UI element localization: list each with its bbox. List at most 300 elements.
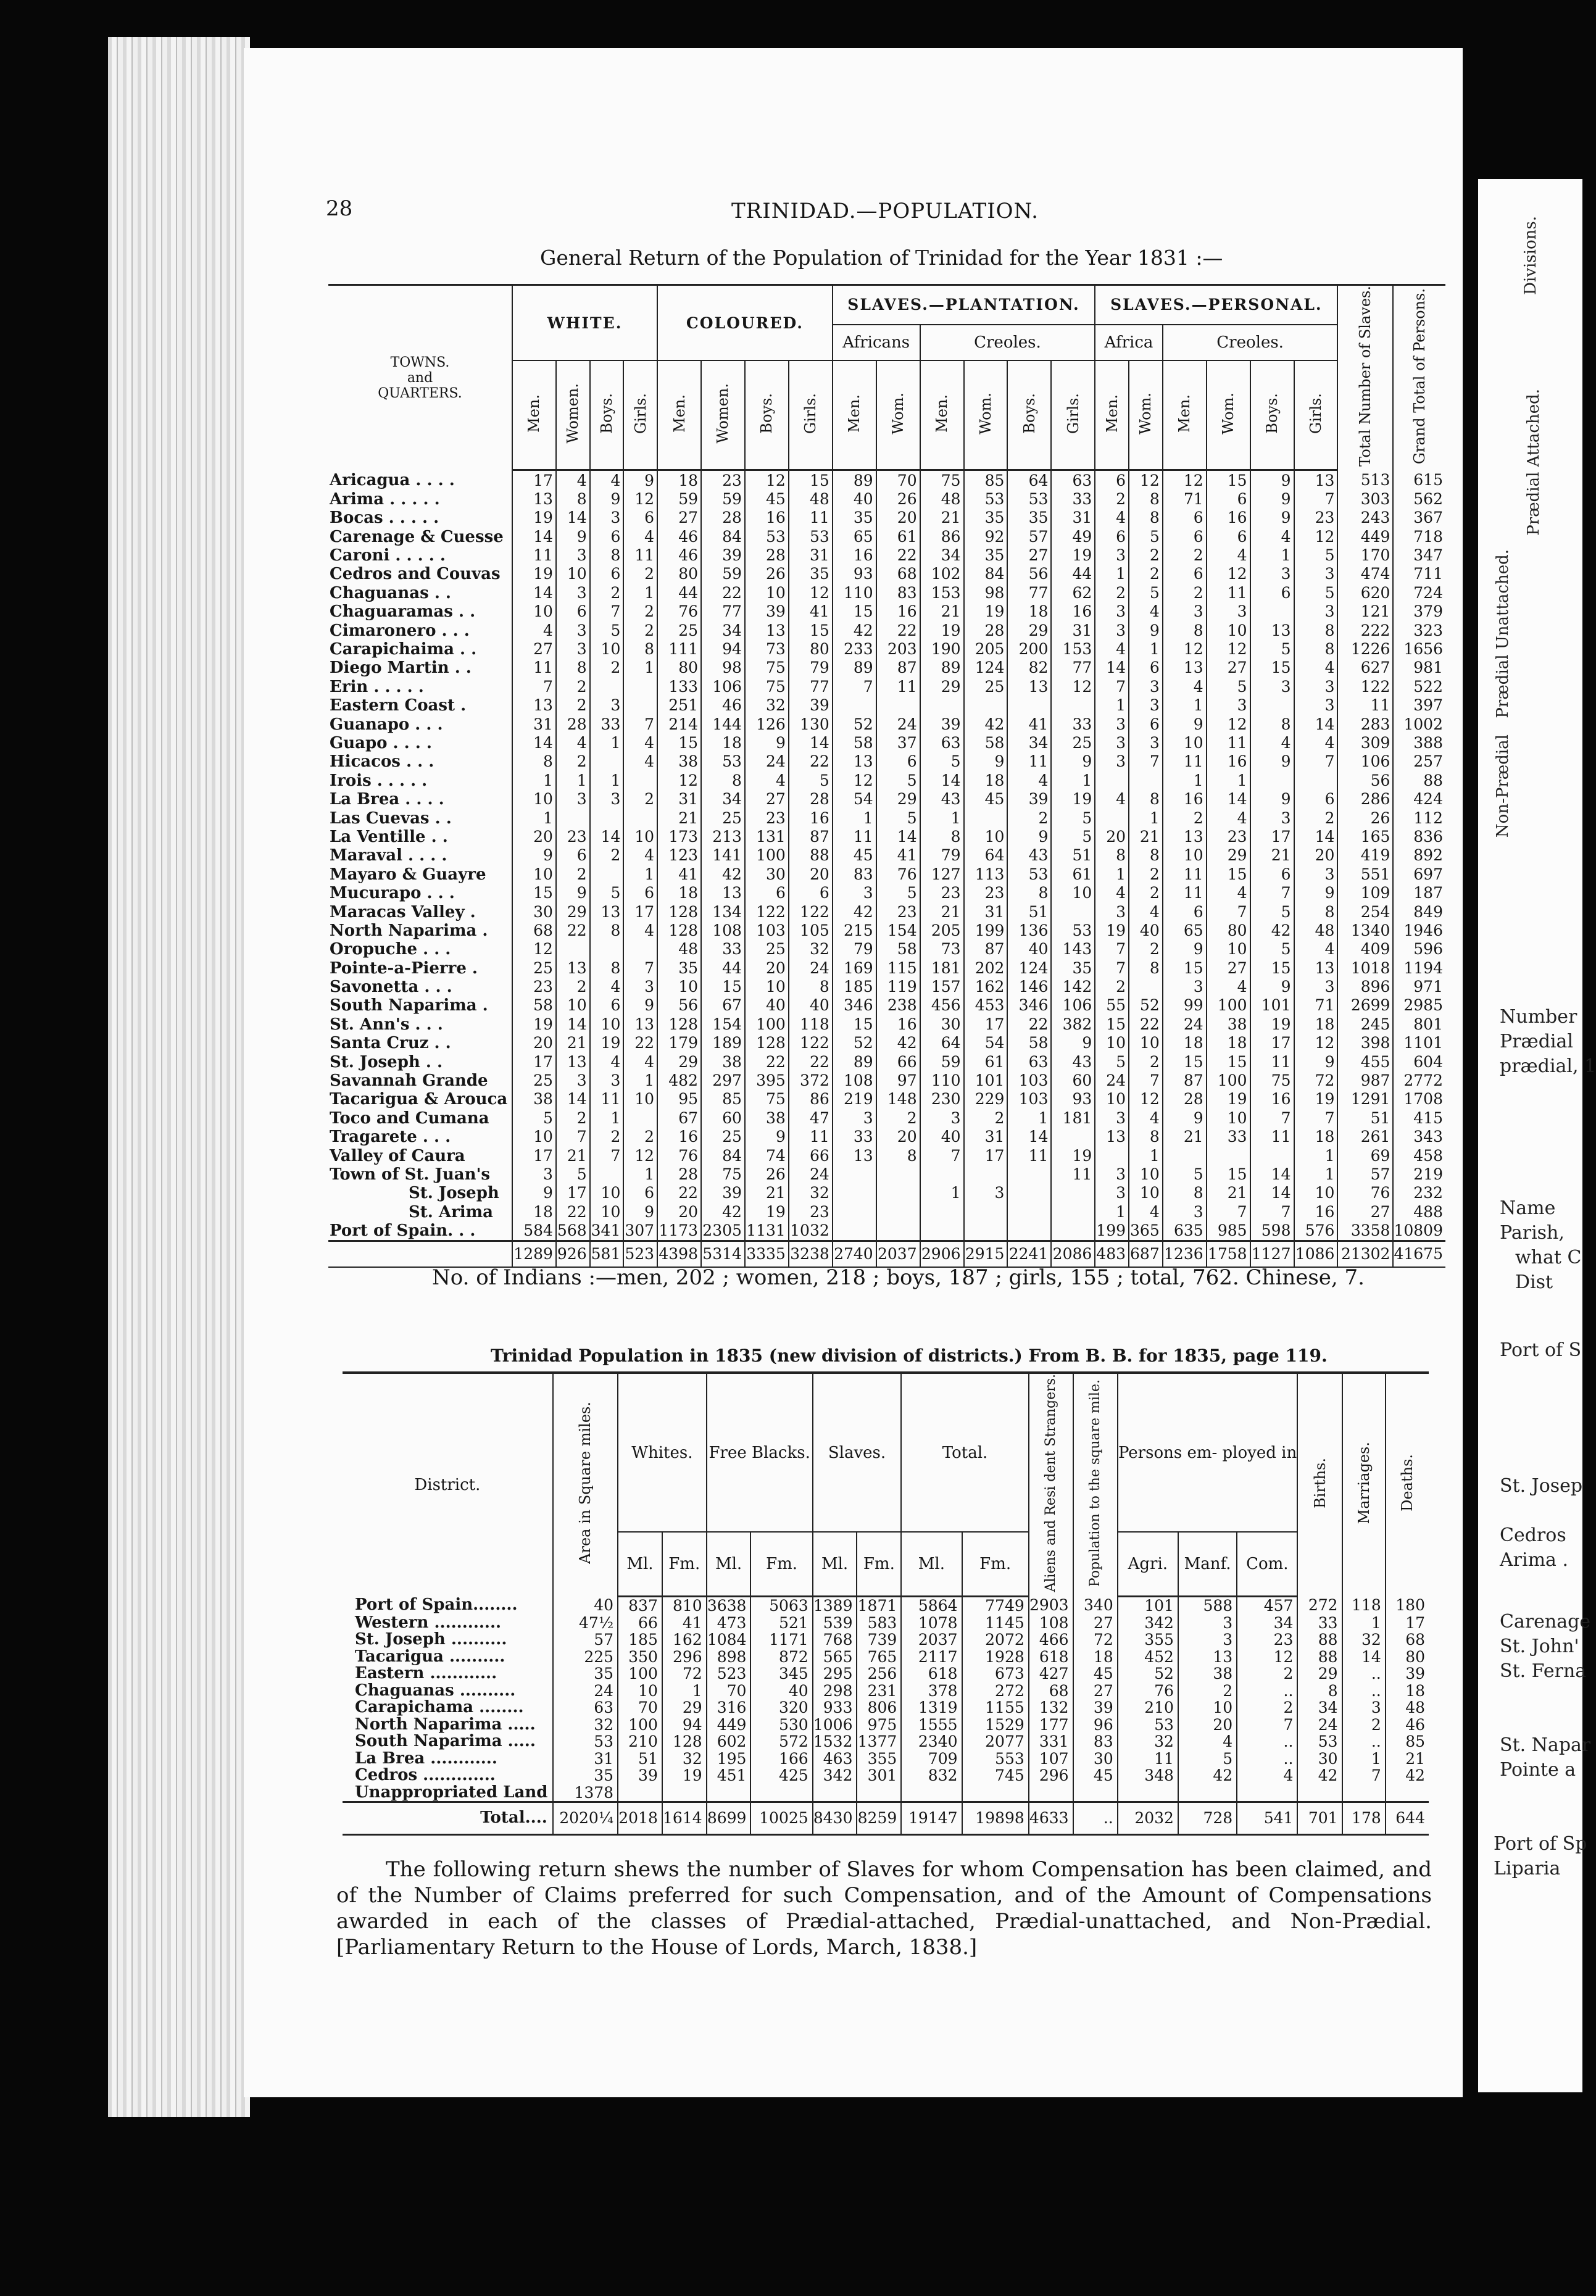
cell: 11 (789, 509, 833, 527)
cell: 20 (789, 865, 833, 884)
cell: 415 (1393, 1109, 1445, 1128)
cell: 30 (1297, 1750, 1342, 1767)
cell: 5 (1051, 828, 1095, 846)
table-row (328, 884, 1445, 902)
cell: 31 (657, 790, 701, 809)
cell: 4 (623, 846, 657, 865)
total-cell: 687 (1129, 1241, 1163, 1268)
cell: 27 (1073, 1682, 1118, 1699)
cell: 1 (590, 1109, 624, 1128)
total-cell: 644 (1386, 1802, 1429, 1834)
sub-creoles-personal: Creoles. (1163, 325, 1338, 361)
cell: 2 (623, 565, 657, 583)
cell: 2 (590, 584, 624, 602)
total-cell: 2241 (1007, 1241, 1051, 1268)
cell: 7 (623, 715, 657, 733)
place-name: Carapichaima . . (330, 640, 477, 659)
place-name: Tragarete . . . (330, 1128, 451, 1147)
cell: 15 (1207, 1165, 1250, 1184)
table-row (328, 996, 1445, 1015)
cell: 1 (833, 809, 876, 827)
cell: 187 (1393, 884, 1445, 902)
cell: 801 (1393, 1015, 1445, 1034)
cell: 3 (1294, 678, 1338, 696)
cell: 10 (1207, 621, 1250, 639)
district-name: Eastern ............ (355, 1664, 497, 1683)
place-name: Aricagua . . . . (330, 470, 455, 489)
cell: 2 (1007, 809, 1051, 827)
cell: 88 (1393, 772, 1445, 790)
cell: 134 (701, 902, 745, 921)
cell (964, 696, 1008, 715)
cell: 9 (623, 1203, 657, 1221)
cell: 2 (1095, 584, 1129, 602)
cell: 12 (745, 470, 789, 490)
cell: 18 (1207, 1034, 1250, 1052)
cell: 32 (789, 1184, 833, 1202)
cell: 618 (1029, 1648, 1073, 1665)
cell: 6 (789, 884, 833, 902)
cell: 42 (701, 1203, 745, 1221)
cell: 3 (590, 696, 624, 715)
cell: 100 (745, 1015, 789, 1034)
cell: 35 (964, 509, 1008, 527)
cell: 584 (512, 1221, 556, 1241)
cell: 20 (1095, 828, 1129, 846)
cell: 8 (789, 978, 833, 996)
cell: 9 (590, 490, 624, 509)
cell: 22 (745, 1052, 789, 1071)
cell: 5063 (750, 1596, 812, 1614)
cell (1029, 1784, 1073, 1802)
cell: 5 (1250, 902, 1294, 921)
table-row (328, 959, 1445, 977)
cell: 10 (1207, 1109, 1250, 1128)
cell: 15 (1250, 959, 1294, 977)
cell (833, 1221, 876, 1241)
cell: 452 (1118, 1648, 1178, 1665)
cell: 27 (657, 509, 701, 527)
cell: 3 (1129, 678, 1163, 696)
group-slaves-plantation: SLAVES.—PLANTATION. (833, 285, 1095, 325)
col-slaves: Slaves. (813, 1373, 902, 1532)
cell: 70 (707, 1682, 751, 1699)
cell (590, 865, 624, 884)
cell: 21 (657, 809, 701, 827)
cell: 16 (1051, 602, 1095, 621)
cell: 2340 (901, 1733, 962, 1750)
cell: 16 (745, 509, 789, 527)
cell: 7 (833, 678, 876, 696)
cell: 8 (701, 772, 745, 790)
cell: 111 (657, 640, 701, 659)
cell: 8 (1163, 1184, 1207, 1202)
cell: 59 (657, 490, 701, 509)
total-cell: 581 (590, 1241, 624, 1268)
total-cell: 2018 (618, 1802, 662, 1834)
cell: 553 (962, 1750, 1029, 1767)
cell (876, 1165, 920, 1184)
cell (662, 1784, 707, 1802)
cell (1051, 696, 1095, 715)
cell: 898 (707, 1648, 751, 1665)
col-deaths (1386, 1373, 1429, 1596)
cell: 2 (556, 678, 590, 696)
cell: 3 (1095, 1184, 1129, 1202)
cell: 709 (901, 1750, 962, 1767)
cell: 83 (876, 584, 920, 602)
cell: 388 (1393, 734, 1445, 752)
cell: 86 (920, 528, 964, 546)
cell: 1 (1007, 1109, 1051, 1128)
cell: 68 (876, 565, 920, 583)
cell: 10 (1163, 734, 1207, 752)
cell: 75 (920, 470, 964, 490)
place-header-line: QUARTERS. (378, 385, 462, 401)
cell: 24 (789, 1165, 833, 1184)
total-cell: 2037 (876, 1241, 920, 1268)
place-name: Mucurapo . . . (330, 884, 455, 903)
cell: 7 (1342, 1767, 1386, 1784)
facing-page-fragment: Port of Sp (1494, 1833, 1587, 1855)
cell: 38 (1178, 1665, 1237, 1682)
cell (901, 1784, 962, 1802)
cell: 711 (1393, 565, 1445, 583)
cell: 1 (623, 584, 657, 602)
cell: 8 (1129, 790, 1163, 809)
cell: 395 (745, 1071, 789, 1090)
cell: 10 (590, 640, 624, 659)
cell: 213 (701, 828, 745, 846)
cell: 83 (833, 865, 876, 884)
cell: 12 (1163, 470, 1207, 490)
cell: 29 (657, 1052, 701, 1071)
cell: 97 (876, 1071, 920, 1090)
cell: 2 (623, 621, 657, 639)
cell: 4 (1294, 659, 1338, 677)
cell: 13 (1178, 1648, 1237, 1665)
cell: 27 (512, 640, 556, 659)
cell: 79 (833, 940, 876, 959)
cell: 2 (623, 1128, 657, 1146)
cell: 16 (1294, 1203, 1338, 1221)
cell: 219 (833, 1090, 876, 1108)
cell: 18 (1386, 1682, 1429, 1699)
cell: 635 (1163, 1221, 1207, 1241)
col-header (876, 360, 920, 470)
cell: 45 (833, 846, 876, 865)
table-row (328, 602, 1445, 621)
cell: 38 (745, 1109, 789, 1128)
cell: 153 (920, 584, 964, 602)
cell: 2 (1163, 584, 1207, 602)
cell: 62 (1051, 584, 1095, 602)
cell: 32 (1118, 1733, 1178, 1750)
cell: 26 (876, 490, 920, 509)
cell: 13 (590, 902, 624, 921)
cell: 25 (964, 678, 1008, 696)
cell: 238 (876, 996, 920, 1015)
cell: 53 (1007, 490, 1051, 509)
cell: 79 (920, 846, 964, 865)
cell (623, 772, 657, 790)
cell: 30 (920, 1015, 964, 1034)
cell: 9 (1250, 752, 1294, 771)
cell: 14 (556, 1090, 590, 1108)
cell: 340 (1073, 1596, 1118, 1614)
cell: 4 (1250, 734, 1294, 752)
cell: 35 (657, 959, 701, 977)
cell: 530 (750, 1716, 812, 1733)
cell: 482 (657, 1071, 701, 1090)
cell: 6 (1250, 584, 1294, 602)
cell (964, 809, 1008, 827)
cell (1007, 1221, 1051, 1241)
cell: 283 (1337, 715, 1393, 733)
cell: 42 (1178, 1767, 1237, 1784)
cell: 133 (657, 678, 701, 696)
cell: 13 (512, 490, 556, 509)
cell: 1 (1129, 809, 1163, 827)
facing-page-fragment: Dist (1515, 1271, 1553, 1293)
cell: 35 (833, 509, 876, 527)
cell: 42 (833, 621, 876, 639)
cell: 14 (512, 734, 556, 752)
cell: 419 (1337, 846, 1393, 865)
cell: 15 (789, 470, 833, 490)
cell: 122 (789, 902, 833, 921)
cell: 28 (964, 621, 1008, 639)
cell: 1 (662, 1682, 707, 1699)
cell: 2 (876, 1109, 920, 1128)
table-row (328, 1052, 1445, 1071)
cell: 10 (1129, 1165, 1163, 1184)
cell: 58 (964, 734, 1008, 752)
cell (1007, 1184, 1051, 1202)
cell (556, 809, 590, 827)
col-header (1095, 360, 1129, 470)
cell: 4 (1207, 978, 1250, 996)
cell: 1 (623, 659, 657, 677)
cell: 8 (1297, 1682, 1342, 1699)
cell: 23 (789, 1203, 833, 1221)
cell: 68 (1029, 1682, 1073, 1699)
cell: 474 (1337, 565, 1393, 583)
cell: 33 (590, 715, 624, 733)
cell: 2 (590, 846, 624, 865)
col-header (556, 360, 590, 470)
cell: 118 (789, 1015, 833, 1034)
cell: 41 (876, 846, 920, 865)
cell: 1389 (813, 1596, 857, 1614)
cell: 84 (701, 1146, 745, 1165)
cell: 210 (1118, 1699, 1178, 1716)
cell: 1101 (1393, 1034, 1445, 1052)
cell: 5 (1207, 678, 1250, 696)
cell: 14 (1294, 828, 1338, 846)
cell: 2772 (1393, 1071, 1445, 1090)
cell: 9 (1250, 790, 1294, 809)
total-cell: 1758 (1207, 1241, 1250, 1268)
table-row (328, 1034, 1445, 1052)
cell: 10 (556, 996, 590, 1015)
cell: 251 (657, 696, 701, 715)
cell: 57 (553, 1631, 618, 1649)
cell: 1 (623, 1071, 657, 1090)
col-header (1007, 360, 1051, 470)
col-label: Marriages. (1355, 1442, 1373, 1524)
place-name: Santa Cruz . . (330, 1034, 451, 1053)
cell: 243 (1337, 509, 1393, 527)
cell: .. (1342, 1733, 1386, 1750)
cell: 70 (876, 470, 920, 490)
cell: 4 (1294, 940, 1338, 959)
cell (876, 1184, 920, 1202)
cell: 17 (512, 470, 556, 490)
cell: 14 (1007, 1128, 1051, 1146)
cell: 177 (1029, 1716, 1073, 1733)
cell: 122 (789, 1034, 833, 1052)
cell: 9 (1163, 715, 1207, 733)
col-label: Men. (670, 394, 688, 433)
cell: 1 (623, 865, 657, 884)
col-label: Boys. (758, 393, 776, 434)
district-name: St. Joseph .......... (355, 1630, 507, 1649)
cell: 9 (1250, 470, 1294, 490)
table-row (343, 1733, 1429, 1750)
cell: 892 (1393, 846, 1445, 865)
cell: 10 (556, 565, 590, 583)
total-cell: 1127 (1250, 1241, 1294, 1268)
cell: 38 (701, 1052, 745, 1071)
cell: 48 (657, 940, 701, 959)
cell: 6 (1163, 509, 1207, 527)
cell: 10 (623, 828, 657, 846)
table-row (343, 1596, 1429, 1614)
cell: 981 (1393, 659, 1445, 677)
cell (876, 696, 920, 715)
cell: 100 (618, 1716, 662, 1733)
cell: 8 (1294, 902, 1338, 921)
cell: 17 (1250, 828, 1294, 846)
cell: 331 (1029, 1733, 1073, 1750)
cell: 11 (1250, 1128, 1294, 1146)
cell: 19 (512, 565, 556, 583)
col-total-slaves (1337, 285, 1393, 470)
facing-page-fragment: what C (1515, 1247, 1582, 1268)
table-row (343, 1648, 1429, 1665)
cell: 57 (1007, 528, 1051, 546)
place-name: Arima . . . . . (330, 489, 440, 509)
cell: 3 (833, 1109, 876, 1128)
cell: 34 (701, 621, 745, 639)
cell: 985 (1207, 1221, 1250, 1241)
cell (1250, 1146, 1294, 1165)
cell: 4 (1207, 884, 1250, 902)
cell: 13 (1007, 678, 1051, 696)
cell: 80 (1207, 921, 1250, 940)
sub-header: Com. (1237, 1532, 1297, 1596)
place-name: Cedros and Couvas (330, 565, 501, 584)
cell: 8 (556, 659, 590, 677)
totals-label: Total.... (343, 1802, 553, 1834)
cell: 89 (833, 659, 876, 677)
cell: 6 (1129, 659, 1163, 677)
cell: 1291 (1337, 1090, 1393, 1108)
cell: 64 (964, 846, 1008, 865)
cell: 23 (512, 978, 556, 996)
cell: 84 (964, 565, 1008, 583)
cell: 27 (1337, 1203, 1393, 1221)
cell: .. (1237, 1682, 1297, 1699)
cell: 4 (745, 772, 789, 790)
cell: 4 (1250, 528, 1294, 546)
cell: 12 (512, 940, 556, 959)
cell: 309 (1337, 734, 1393, 752)
cell: 72 (1073, 1631, 1118, 1649)
cell: 1378 (553, 1784, 618, 1802)
cell: 1 (920, 809, 964, 827)
cell: 1 (1129, 1146, 1163, 1165)
cell: .. (1237, 1733, 1297, 1750)
cell: 8 (876, 1146, 920, 1165)
cell: 4 (556, 734, 590, 752)
col-label: Grand Total of Persons. (1411, 288, 1429, 464)
cell: 136 (1007, 921, 1051, 940)
cell: 25 (512, 959, 556, 977)
cell: 67 (657, 1109, 701, 1128)
place-name: St. Arima (409, 1202, 493, 1221)
cell: 232 (1393, 1184, 1445, 1202)
cell: 4 (1095, 884, 1129, 902)
cell: 10 (1178, 1699, 1237, 1716)
cell: 46 (657, 528, 701, 546)
cell: 75 (1250, 1071, 1294, 1090)
cell: 39 (1007, 790, 1051, 809)
cell: 19 (1051, 1146, 1095, 1165)
cell: 22 (623, 1034, 657, 1052)
cell: 1871 (857, 1596, 901, 1614)
cell: 6 (745, 884, 789, 902)
cell: 13 (556, 1052, 590, 1071)
cell: 298 (813, 1682, 857, 1699)
district-name: Unappropriated Land (355, 1782, 548, 1802)
cell: 19 (1095, 921, 1129, 940)
cell: 11 (876, 678, 920, 696)
col-label: Births. (1311, 1457, 1329, 1508)
cell: 72 (1294, 1071, 1338, 1090)
cell: 513 (1337, 470, 1393, 490)
cell: 2 (590, 659, 624, 677)
table-row (328, 1221, 1445, 1241)
cell: 93 (833, 565, 876, 583)
cell: 40 (1007, 940, 1051, 959)
cell: 425 (750, 1767, 812, 1784)
cell: 12 (1129, 470, 1163, 490)
cell: 11 (1250, 1052, 1294, 1071)
cell: 12 (1163, 640, 1207, 659)
table-row (328, 1128, 1445, 1146)
cell: 765 (857, 1648, 901, 1665)
cell: 10 (964, 828, 1008, 846)
cell: 303 (1337, 490, 1393, 509)
cell: 12 (623, 490, 657, 509)
cell: 1078 (901, 1614, 962, 1631)
cell: 119 (876, 978, 920, 996)
cell: 34 (1297, 1699, 1342, 1716)
cell: 2 (964, 1109, 1008, 1128)
col-label: Deaths. (1399, 1454, 1416, 1512)
